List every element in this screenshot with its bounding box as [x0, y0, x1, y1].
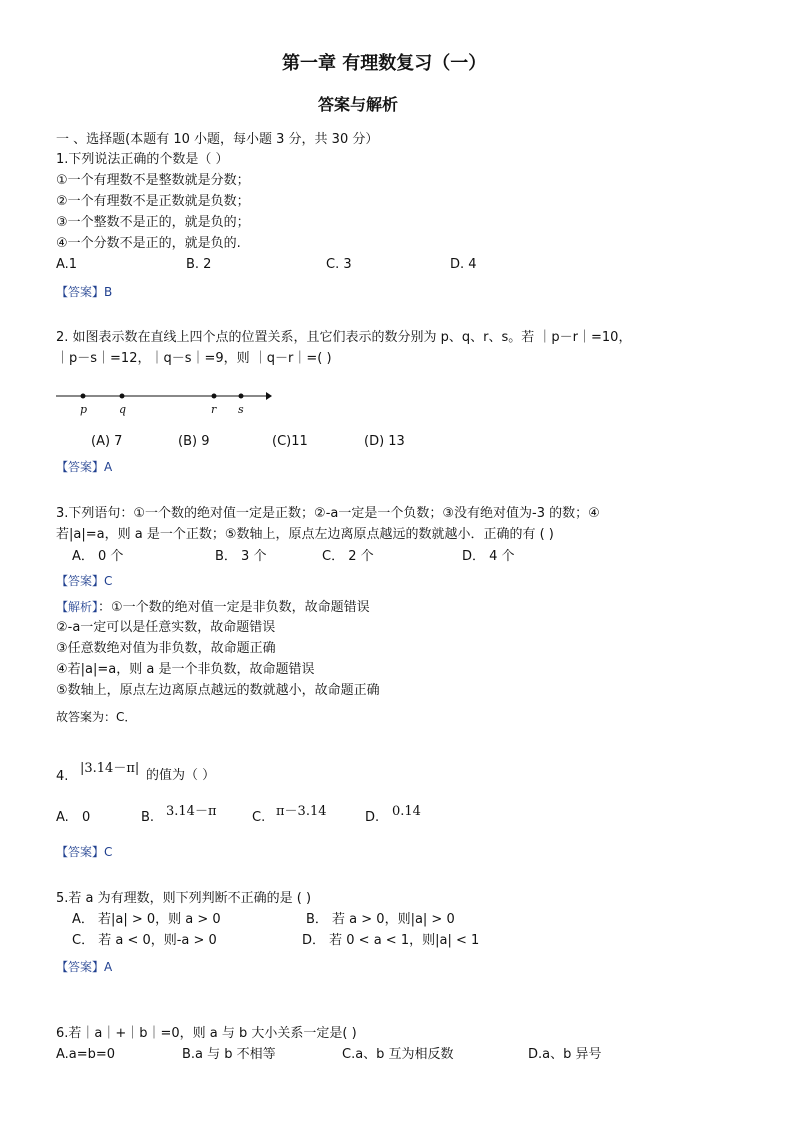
- q4-option-a-label: A.: [56, 810, 69, 825]
- q3-analysis-1: [56, 598, 370, 617]
- q5-option-b: B． 若 a > 0，则|a| > 0: [306, 912, 455, 927]
- q5-answer: 【答案】A: [56, 960, 113, 974]
- q3-conclusion: 故答案为：C．: [56, 710, 137, 724]
- q4-option-b: 3.14－π: [166, 804, 217, 819]
- q5-option-d: D． 若 0 < a < 1，则|a| < 1: [302, 933, 480, 948]
- q2-stem-line-1: 2. 如图表示数在直线上四个点的位置关系，且它们表示的数分别为 p、q、r、s。若 ｜p－r｜=10，: [56, 330, 632, 345]
- q4-option-d-label: D.: [365, 810, 380, 825]
- q6-option-a: A.a=b=0: [56, 1047, 116, 1062]
- q3-analysis-5: ⑤数轴上，原点左边离原点越远的数就越小，故命题正确: [56, 683, 380, 698]
- arrow-head-icon: [266, 392, 272, 400]
- q3-stem-line-1: 3.下列语句：①一个数的绝对值一定是正数；②-a一定是一个负数；③没有绝对值为-3 的数；④: [56, 506, 600, 521]
- q2-option-c: (C)11: [272, 434, 308, 449]
- q5-option-a: A． 若|a| > 0，则 a > 0: [72, 912, 221, 927]
- q2-option-b: (B) 9: [178, 434, 210, 449]
- q4-number: 4.: [56, 769, 69, 784]
- q6-option-b: B.a 与 b 不相等: [182, 1047, 276, 1062]
- q2-stem-line-2: ｜p－s｜=12，｜q－s｜=9，则 ｜q－r｜=( ): [56, 351, 332, 366]
- q1-stem: 1.下列说法正确的个数是（ ）: [56, 152, 229, 167]
- label-p: p: [80, 403, 88, 416]
- q4-expression: |3.14－π|: [80, 761, 140, 776]
- q2-answer: 【答案】A: [56, 460, 113, 474]
- q2-option-d: (D) 13: [364, 434, 405, 449]
- number-line-figure: [54, 388, 284, 418]
- q4-option-a: 0: [82, 810, 91, 825]
- point-s: [239, 394, 244, 399]
- q3-stem-line-2: 若|a|=a，则 a 是一个正数；⑤数轴上，原点左边离原点越远的数就越小．正确的有 ( ): [56, 527, 554, 542]
- q3-analysis-4: ④若|a|=a，则 a 是一个非负数，故命题错误: [56, 662, 315, 677]
- label-q: q: [119, 403, 127, 416]
- q3-option-b: B． 3 个: [215, 549, 267, 564]
- section-heading: 一 、选择题(本题有 10 小题，每小题 3 分，共 30 分）: [56, 132, 379, 147]
- q1-statement-1: ①一个有理数不是整数就是分数；: [56, 173, 250, 188]
- q5-option-c: C． 若 a < 0，则-a > 0: [72, 933, 217, 948]
- q1-option-c: C. 3: [326, 257, 352, 272]
- analysis-tag: 【解析】: [56, 600, 99, 614]
- q2-option-a: (A) 7: [91, 434, 123, 449]
- q3-option-d: D． 4 个: [462, 549, 515, 564]
- q1-option-a: A.1: [56, 257, 78, 272]
- page-subtitle: 答案与解析: [318, 95, 399, 114]
- q4-option-c: π－3.14: [276, 804, 327, 819]
- point-p: [81, 394, 86, 399]
- page-title: 第一章 有理数复习（一）: [282, 53, 487, 74]
- q1-statement-2: ②一个有理数不是正数就是负数；: [56, 194, 250, 209]
- q4-option-c-label: C.: [252, 810, 266, 825]
- q3-analysis-2: ②-a一定可以是任意实数，故命题错误: [56, 620, 276, 635]
- label-s: s: [238, 403, 244, 416]
- label-r: r: [211, 403, 217, 416]
- q1-statement-3: ③一个整数不是正的，就是负的；: [56, 215, 250, 230]
- q3-option-a: A． 0 个: [72, 549, 124, 564]
- q5-stem: 5.若 a 为有理数，则下列判断不正确的是 ( ): [56, 891, 312, 906]
- q4-option-d: 0.14: [392, 804, 421, 819]
- analysis-text: ：①一个数的绝对值一定是非负数，故命题错误: [98, 600, 370, 615]
- q6-option-c: C.a、b 互为相反数: [342, 1047, 454, 1062]
- q3-option-c: C． 2 个: [322, 549, 374, 564]
- q1-option-d: D. 4: [450, 257, 477, 272]
- q3-answer: 【答案】C: [56, 574, 113, 588]
- point-r: [212, 394, 217, 399]
- q1-option-b: B. 2: [186, 257, 212, 272]
- q3-analysis-3: ③任意数绝对值为非负数，故命题正确: [56, 641, 276, 656]
- q4-option-b-label: B.: [141, 810, 155, 825]
- q6-stem: 6.若｜a｜+｜b｜=0，则 a 与 b 大小关系一定是( ): [56, 1026, 357, 1041]
- q1-statement-4: ④一个分数不是正的，就是负的.: [56, 236, 241, 251]
- q4-stem-tail: 的值为（ ）: [146, 768, 216, 783]
- q6-option-d: D.a、b 异号: [528, 1047, 602, 1062]
- q1-answer: 【答案】B: [56, 285, 113, 299]
- q4-answer: 【答案】C: [56, 845, 113, 859]
- point-q: [120, 394, 125, 399]
